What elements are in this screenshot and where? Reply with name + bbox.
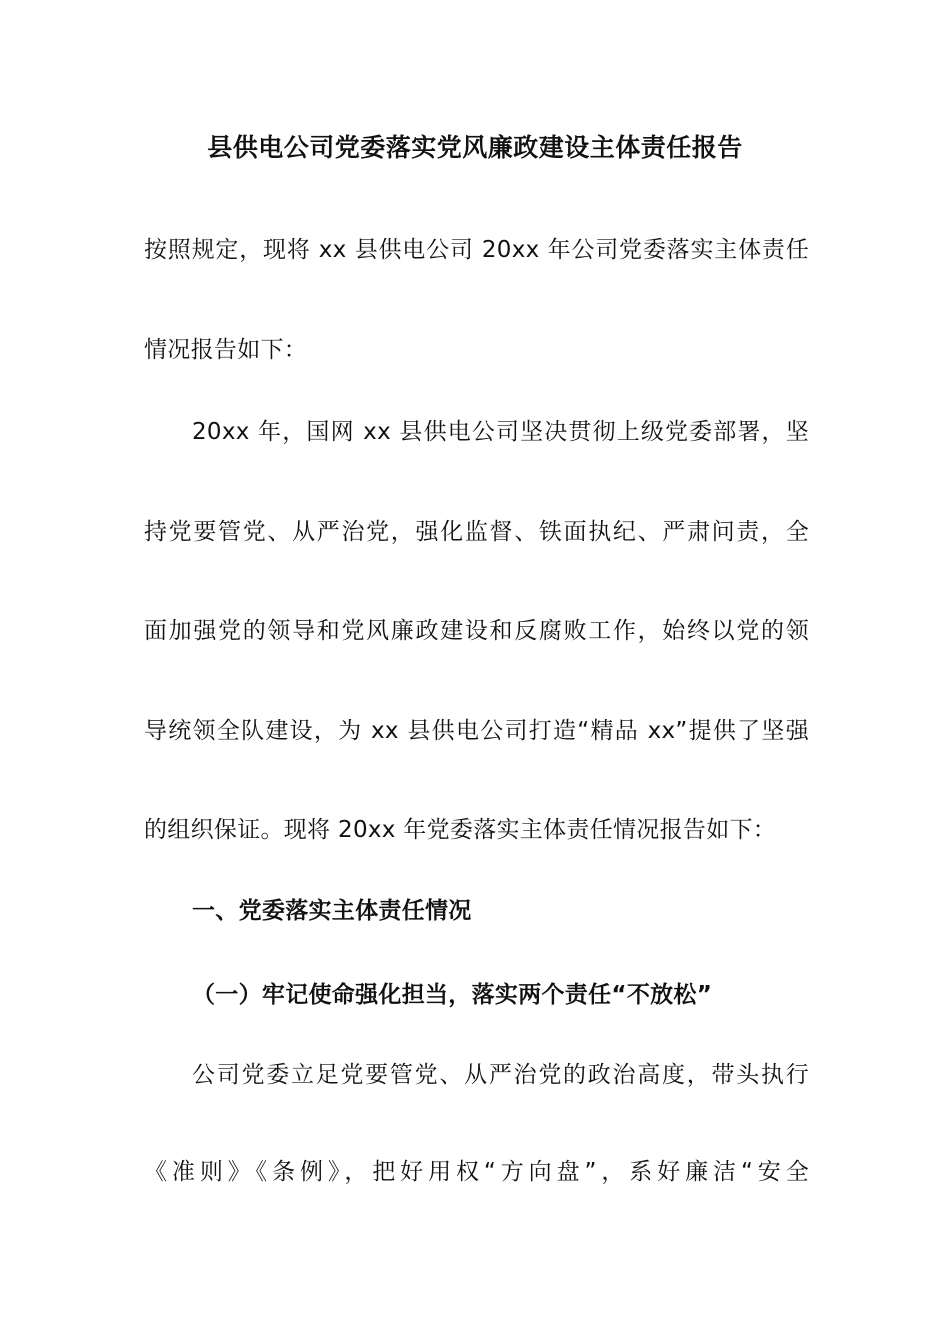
paragraph-line-2: 情况报告如下： [144, 337, 308, 363]
paragraph-line-1: 按照规定，现将 xx 县供电公司 20xx 年公司党委落实主体责任 [144, 237, 809, 263]
paragraph-line-9: 《准则》《条例》，把好用权“方向盘”，系好廉洁“安全 [144, 1159, 809, 1185]
subsection-heading-1: （一）牢记使命强化担当，落实两个责任“不放松” [192, 982, 713, 1008]
paragraph-line-3: 20xx 年，国网 xx 县供电公司坚决贯彻上级党委部署，坚 [192, 419, 809, 445]
paragraph-line-4: 持党要管党、从严治党，强化监督、铁面执纪、严肃问责，全 [144, 519, 809, 545]
paragraph-line-8: 公司党委立足党要管党、从严治党的政治高度，带头执行 [192, 1062, 809, 1088]
paragraph-line-7: 的组织保证。现将 20xx 年党委落实主体责任情况报告如下： [144, 817, 777, 843]
document-title: 县供电公司党委落实党风廉政建设主体责任报告 [207, 133, 743, 162]
paragraph-line-6: 导统领全队建设，为 xx 县供电公司打造“精品 xx”提供了坚强 [144, 718, 809, 744]
paragraph-line-5: 面加强党的领导和党风廉政建设和反腐败工作，始终以党的领 [144, 618, 809, 644]
section-heading-1: 一、党委落实主体责任情况 [192, 898, 472, 924]
